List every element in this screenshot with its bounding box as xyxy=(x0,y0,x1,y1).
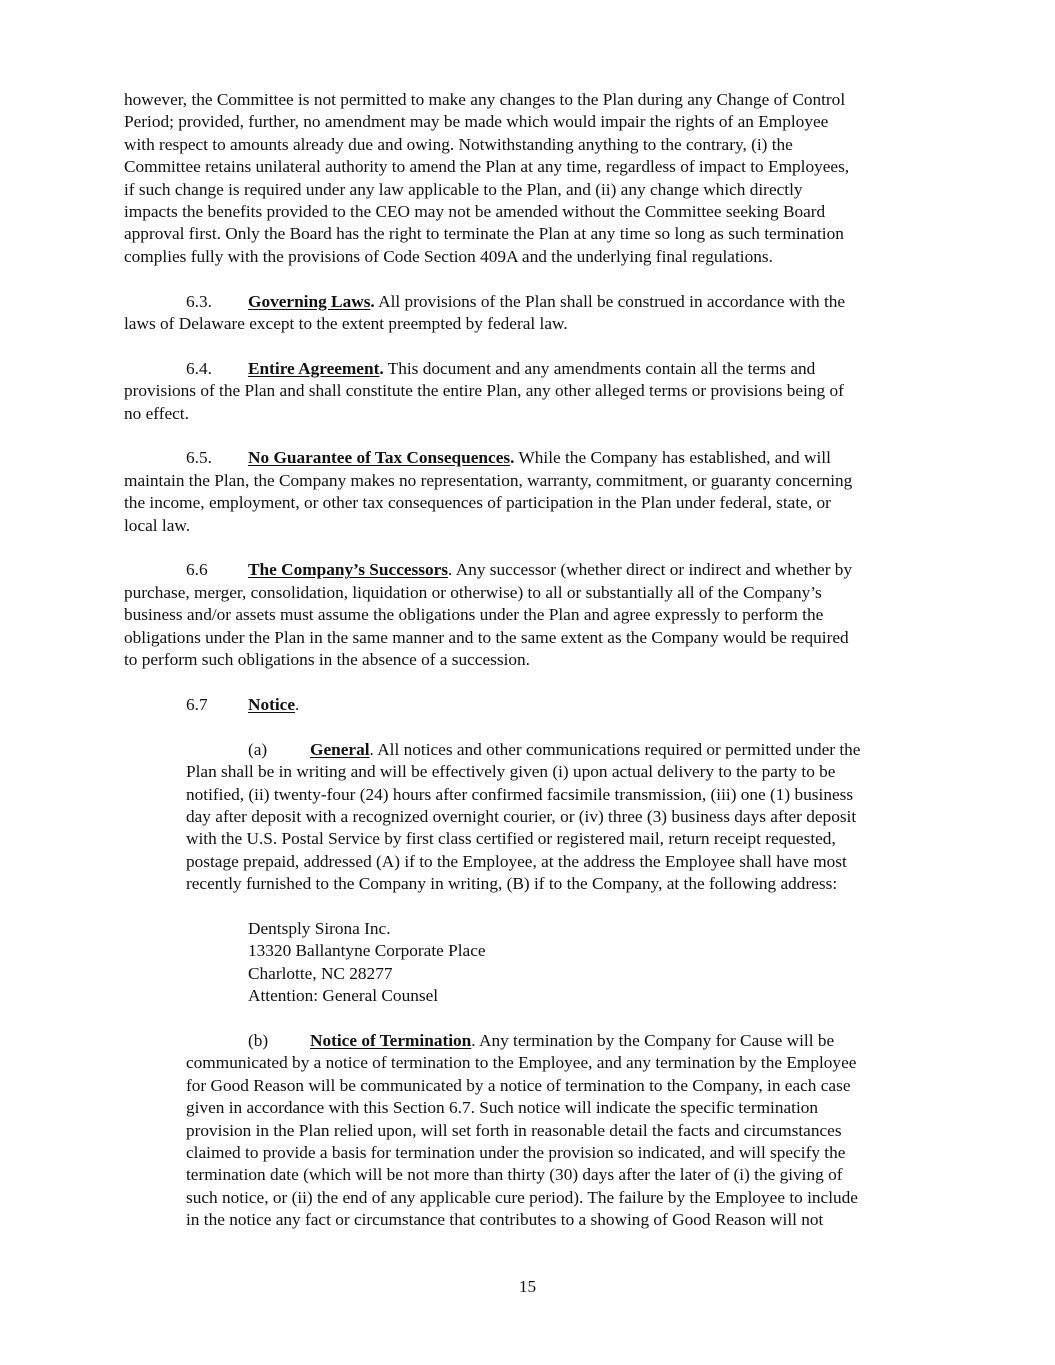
subsection-heading: Notice of Termination xyxy=(310,1030,472,1050)
address-line-4: Attention: General Counsel xyxy=(248,986,439,1006)
document-page xyxy=(124,89,929,1232)
section-body: All provisions of the Plan shall be construed in accordance with the laws of Delaware except to the extent preempted by federal law. xyxy=(124,291,846,334)
section-number: 6.5. xyxy=(186,448,212,468)
company-address xyxy=(124,918,929,1008)
section-6-3 xyxy=(124,291,929,336)
section-number: 6.6 xyxy=(186,560,208,580)
subsection-b xyxy=(124,1030,929,1232)
section-heading: Entire Agreement xyxy=(248,358,380,378)
section-body: . xyxy=(295,694,300,714)
continuation-paragraph: however, the Committee is not permitted to make any changes to the Plan during any Change of Control Period; provided, further, no amendment may be made which would impair the rights of an Employee with respect to amounts already due and owing. Notwithstanding anything to the contrary, (i) the Committee retains unilateral authority to amend the Plan at any time, regardless of impact to Employees, if such change is required under any law applicable to the Plan, and (ii) any change which directly impacts the benefits provided to the CEO may not be amended without the Committee seeking Board approval first. Only the Board has the right to terminate the Plan at any time so long as such termination complies fully with the provisions of Code Section 409A and the underlying final regulations. xyxy=(124,90,850,266)
section-heading: The Company’s Successors xyxy=(248,560,449,580)
subsection-heading: General xyxy=(310,739,370,759)
subsection-label: (b) xyxy=(248,1030,269,1050)
section-body: While the Company has established, and will maintain the Plan, the Company makes no representation, warranty, commitment, or guaranty concerning the income, employment, or other tax consequences of participation in the Plan under federal, state, or local law. xyxy=(124,448,853,535)
heading-punct: . xyxy=(510,448,515,468)
subsection-label: (a) xyxy=(248,739,268,759)
section-6-5 xyxy=(124,447,929,537)
address-line-1: Dentsply Sirona Inc. xyxy=(248,918,391,938)
section-6-6 xyxy=(124,559,929,671)
section-heading: No Guarantee of Tax Consequences xyxy=(248,448,511,468)
section-6-7 xyxy=(124,694,929,716)
section-heading: Governing Laws xyxy=(248,291,371,311)
section-body: . Any successor (whether direct or indirect and whether by purchase, merger, consolidation, liquidation or otherwise) to all or substantially all of the Company’s business and/or assets must assume the obligations under the Plan and agree expressly to perform the obligations under the Plan in the same manner and to the same extent as the Company would be required to perform such obligations in the absence of a succession. xyxy=(124,560,853,670)
section-body: This document and any amendments contain all the terms and provisions of the Plan and shall constitute the entire Plan, any other alleged terms or provisions being of no effect. xyxy=(124,358,844,423)
subsection-body: . All notices and other communications required or permitted under the Plan shall be in writing and will be effectively given (i) upon actual delivery to the party to be notified, (ii) twenty-four (24) hours after confirmed facsimile transmission, (iii) one (1) business day after deposit with a recognized overnight courier, or (iv) three (3) business days after deposit with the U.S. Postal Service by first class certified or registered mail, return receipt requested, postage prepaid, addressed (A) if to the Employee, at the address the Employee shall have most recently furnished to the Company in writing, (B) if to the Company, at the following address: xyxy=(186,739,861,894)
section-number: 6.3. xyxy=(186,291,212,311)
heading-punct: . xyxy=(379,358,384,378)
section-heading: Notice xyxy=(248,694,296,714)
section-number: 6.7 xyxy=(186,694,208,714)
section-6-4 xyxy=(124,358,929,425)
address-line-2: 13320 Ballantyne Corporate Place xyxy=(248,941,486,961)
subsection-body: . Any termination by the Company for Cause will be communicated by a notice of termination to the Employee, and any termination by the Employee for Good Reason will be communicated by a notice of termination to the Company, in each case given in accordance with this Section 6.7. Such notice will indicate the specific termination provision in the Plan relied upon, will set forth in reasonable detail the facts and circumstances claimed to provide a basis for termination under the provision so indicated, and will specify the termination date (which will be not more than thirty (30) days after the later of (i) the giving of such notice, or (ii) the end of any applicable cure period). The failure by the Employee to include in the notice any fact or circumstance that contributes to a showing of Good Reason will not xyxy=(186,1030,858,1230)
section-number: 6.4. xyxy=(186,358,212,378)
subsection-a xyxy=(124,739,929,896)
page-number: 15 xyxy=(518,1277,537,1296)
heading-punct: . xyxy=(370,291,375,311)
address-line-3: Charlotte, NC 28277 xyxy=(248,963,393,983)
